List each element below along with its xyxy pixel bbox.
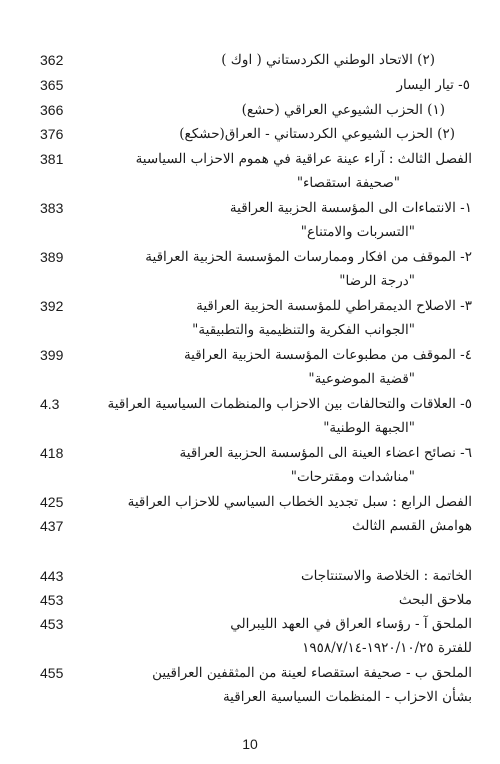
entry-subtitle: "التسربات والامتناع"	[300, 224, 415, 240]
page-number: 425	[40, 494, 64, 510]
page-number: 453	[40, 616, 64, 632]
entry-title: ملاحق البحث	[398, 592, 472, 608]
page-number: 392	[40, 298, 64, 314]
page-number: 365	[40, 77, 64, 93]
entry-subtitle: بشأن الاحزاب - المنظمات السياسية العراقية	[222, 689, 472, 705]
entry-title: ٥- العلاقات والتحالفات بين الاحزاب والمنظمات السياسية العراقية	[107, 396, 472, 412]
page-number: 376	[40, 126, 64, 142]
page-number: 389	[40, 249, 64, 265]
entry-title: ٢- الموقف من افكار وممارسات المؤسسة الحزبية العراقية	[145, 249, 472, 265]
page-number: 383	[40, 200, 64, 216]
entry-title: ١- الانتماءات الى المؤسسة الحزبية العراقية	[229, 200, 472, 216]
entry-subtitle: "الجبهة الوطنية"	[323, 420, 415, 436]
entry-title: (١) الحزب الشيوعي العراقي (حشع)	[241, 102, 445, 118]
page-footer-number: 10	[242, 736, 258, 752]
entry-title: الفصل الرابع : سبل تجديد الخطاب السياسي للاحزاب العراقية	[127, 494, 472, 510]
page-number: 453	[40, 592, 64, 608]
page-number: 362	[40, 52, 64, 68]
entry-title: ٦- نصائح اعضاء العينة الى المؤسسة الحزبية العراقية	[179, 445, 472, 461]
entry-title: (٢) الحزب الشيوعي الكردستاني - العراق(حشكع)	[179, 126, 455, 142]
entry-subtitle: "صحيفة استقصاء"	[296, 175, 400, 191]
page-number: 437	[40, 518, 64, 534]
entry-title: الملحق ب - صحيفة استقصاء لعينة من المثقفين العراقيين	[152, 665, 472, 681]
entry-subtitle: للفترة ١٩٢٠/١٠/٢٥-١٩٥٨/٧/١٤	[302, 640, 472, 656]
page-number: 399	[40, 347, 64, 363]
entry-title: ٤- الموقف من مطبوعات المؤسسة الحزبية العراقية	[183, 347, 472, 363]
page-number: 4.3	[40, 396, 60, 412]
page-number: 418	[40, 445, 64, 461]
page-number: 443	[40, 568, 64, 584]
entry-title: هوامش القسم الثالث	[351, 518, 472, 534]
entry-title: الفصل الثالث : آراء عينة عراقية في هموم الاحزاب السياسية	[135, 151, 472, 167]
entry-title: ٣- الاصلاح الديمقراطي للمؤسسة الحزبية العراقية	[196, 298, 472, 314]
page-number: 381	[40, 151, 64, 167]
entry-title: ٥- تيار اليسار	[396, 77, 470, 93]
entry-title: (٢) الاتحاد الوطني الكردستاني ( اوك )	[221, 52, 435, 68]
page-number: 366	[40, 102, 64, 118]
entry-subtitle: "مناشدات ومقترحات"	[290, 469, 415, 485]
entry-subtitle: "درجة الرضا"	[339, 273, 415, 289]
entry-title: الخاتمة : الخلاصة والاستنتاجات	[300, 568, 472, 584]
entry-title: الملحق آ - رؤساء العراق في العهد الليبرالي	[230, 616, 472, 632]
page-number: 455	[40, 665, 64, 681]
entry-subtitle: "قضية الموضوعية"	[308, 371, 415, 387]
entry-subtitle: "الجوانب الفكرية والتنظيمية والتطبيقية"	[192, 322, 415, 338]
